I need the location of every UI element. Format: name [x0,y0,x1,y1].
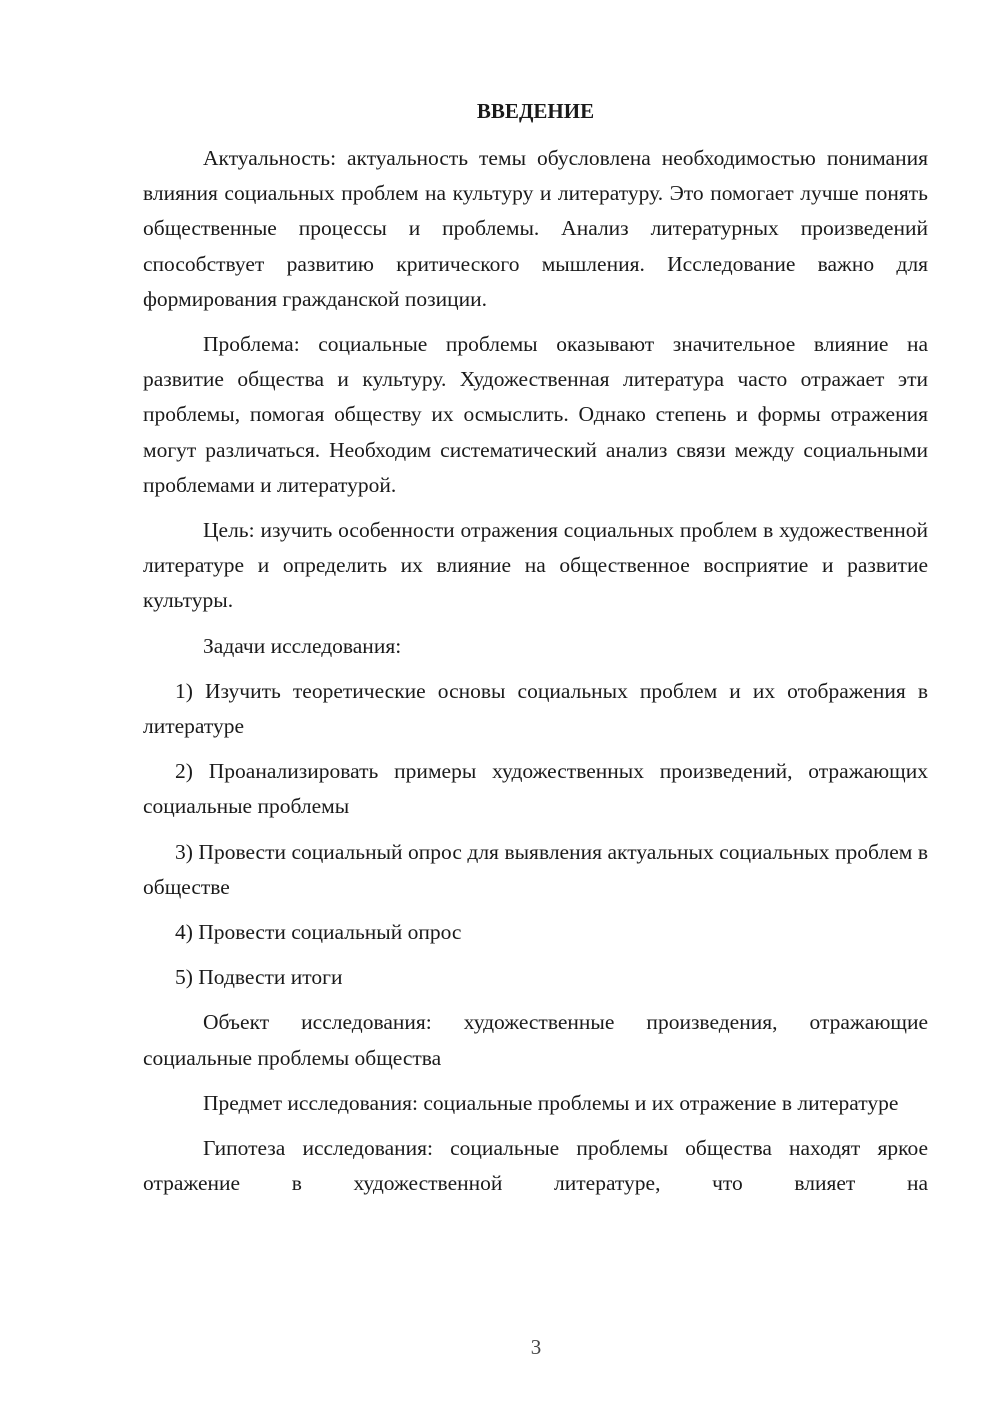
task-item-3: 3) Провести социальный опрос для выявления актуальных социальных проблем в обществе [143,839,928,899]
hypothesis-paragraph: Гипотеза исследования: социальные проблемы общества находят яркое отражение в художественной литературе, что влияет на [143,1136,928,1196]
object-paragraph: Объект исследования: художественные произведения, отражающие социальные проблемы общества [143,1010,928,1070]
tasks-heading: Задачи исследования: [203,633,402,658]
document-body [143,141,928,1201]
page-number: 3 [530,1335,542,1359]
page-title: ВВЕДЕНИЕ [476,99,595,123]
task-item-4: 4) Провести социальный опрос [175,920,462,945]
goal-paragraph: Цель: изучить особенности отражения социальных проблем в художественной литературе и определить их влияние на общественное восприятие и развитие культуры. [143,518,928,613]
task-item-1: 1) Изучить теоретические основы социальных проблем и их отображения в литературе [143,678,928,739]
subject-paragraph: Предмет исследования: социальные проблемы и их отражение в литературе [203,1090,899,1115]
relevance-paragraph: Актуальность: актуальность темы обусловлена необходимостью понимания влияния социальных проблем на культуру и литературу. Это помогает лучше понять общественные процессы и проблемы. Анализ литературных произведений способствует развитию критического мышления. Исследование важно для формирования гражданской позиции. [143,146,928,311]
problem-paragraph: Проблема: социальные проблемы оказывают значительное влияние на развитие общества и культуру. Художественная литература часто отражает эти проблемы, помогая обществу их осмыслить. Однако степень и формы отражения могут различаться. Необходим систематический анализ связи между социальными проблемами и литературой. [143,332,928,497]
task-item-2: 2) Проанализировать примеры художественных произведений, отражающих социальные проблемы [143,759,928,819]
task-item-5: 5) Подвести итоги [175,965,343,990]
